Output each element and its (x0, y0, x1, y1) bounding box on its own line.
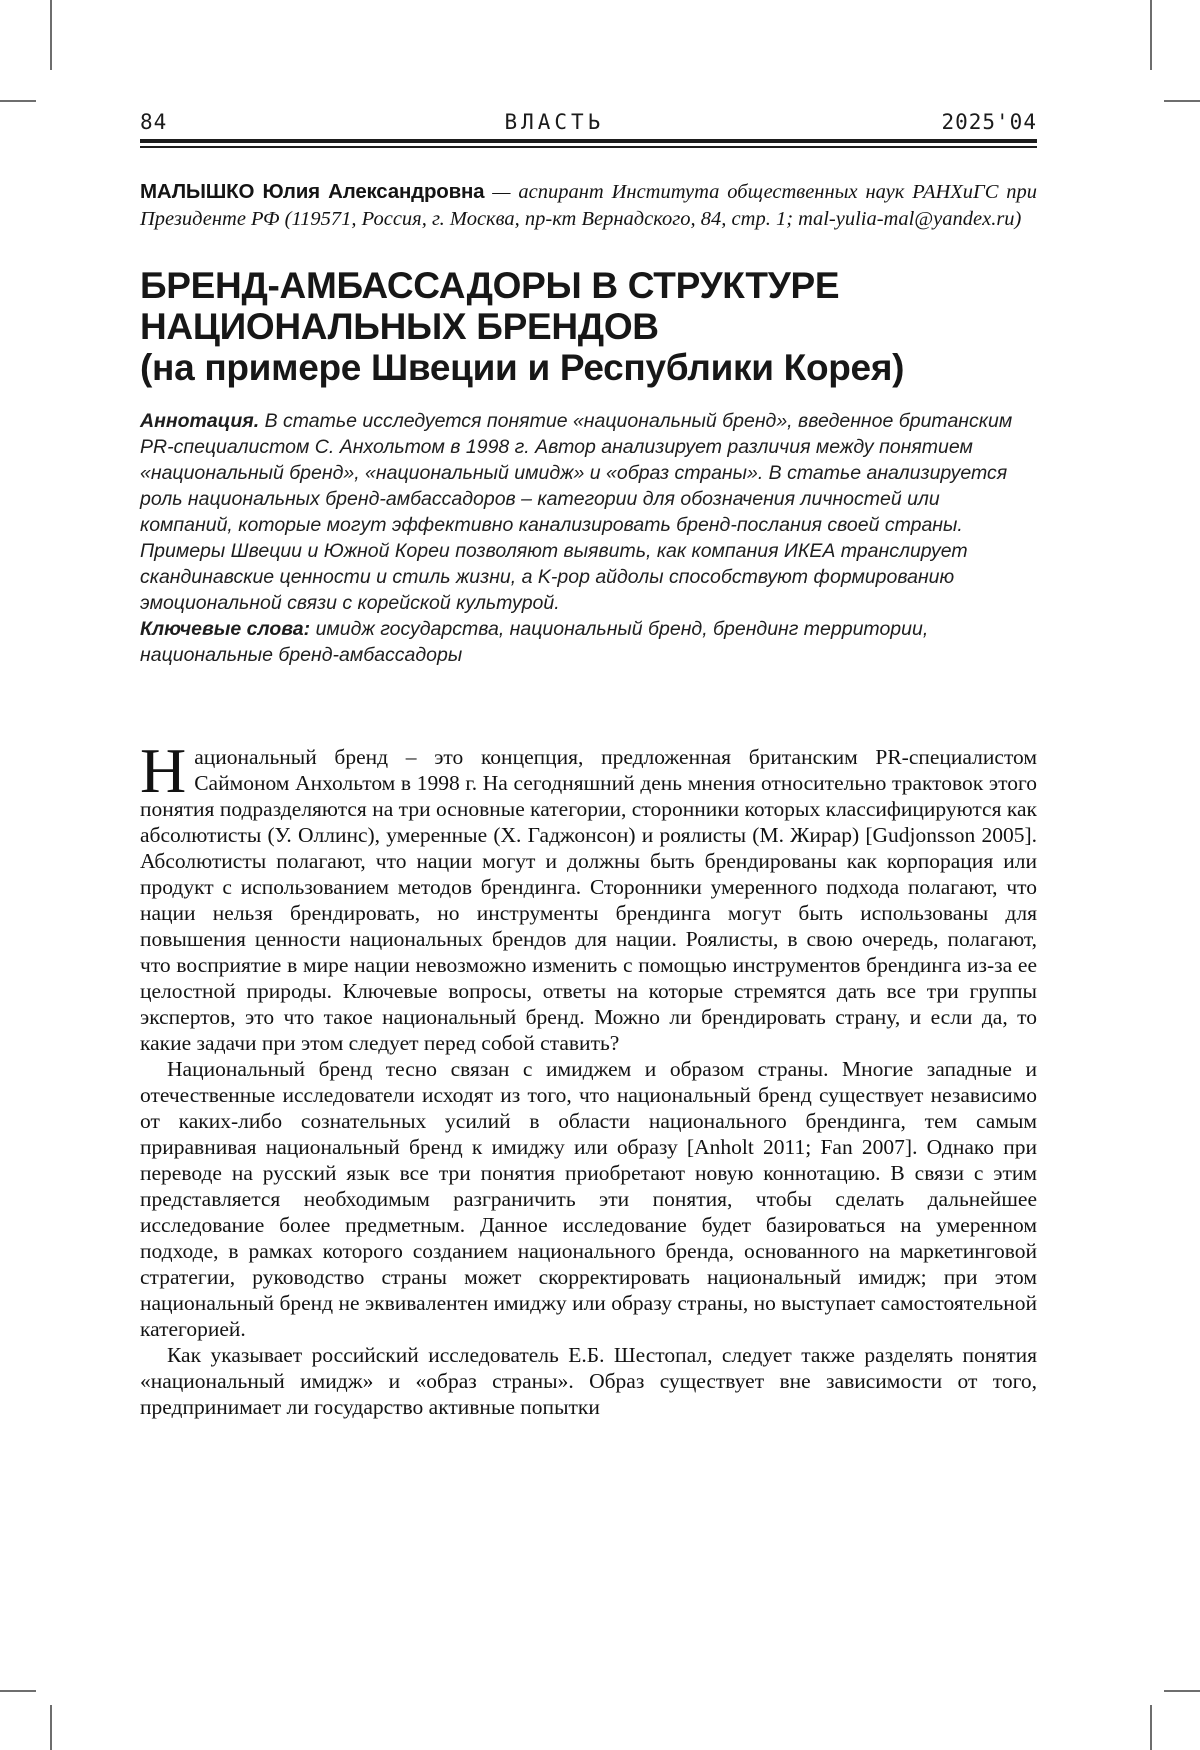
article-title-line-2: НАЦИОНАЛЬНЫХ БРЕНДОВ (140, 305, 659, 347)
abstract-keywords-block (140, 408, 1037, 668)
crop-mark-bottom-left-horizontal (0, 1690, 36, 1692)
author-affiliation: аспирант Института общественных наук РАНХиГС при Президенте РФ (119571, Россия, г. Москва, пр-кт Вернадского, 84, стр. 1; mal-yulia-mal@yandex.ru) (140, 181, 1038, 231)
drop-cap: Н (140, 734, 187, 806)
author-dash: — (484, 181, 519, 203)
crop-mark-bottom-right-vertical (1150, 1705, 1152, 1750)
body-paragraph-1 (140, 734, 1037, 1056)
crop-mark-top-left-vertical (50, 0, 52, 70)
abstract-label: Аннотация. (140, 409, 265, 432)
body-paragraph-1-text: ациональный бренд – это концепция, предложенная британским PR-специалистом Саймоном Анхольтом в 1998 г. На сегодняшний день мнения относительно трактовок этого понятия подразделяются на три основные категории, сторонники которых классифицируются как абсолютисты (У. Оллинс), умеренные (Х. Гаджонсон) и роялисты (М. Жирар) [Gudjonsson 2005]. Абсолютисты полагают, что нации могут и должны быть брендированы как корпорация или продукт с использованием методов брендинга. Сторонники умеренного подхода полагают, что нации нельзя брендировать, но инструменты брендинга могут быть использованы для повышения ценности национальных брендов для нации. Роялисты, в свою очередь, полагают, что восприятие в мире нации невозможно изменить с помощью инструментов брендинга из-за ее целостной природы. Ключевые вопросы, ответы на которые стремятся дать все три группы экспертов, это что такое национальный бренд. Можно ли брендировать страну, и если да, то какие задачи при этом следует перед собой ставить? (140, 744, 1037, 1055)
keywords (140, 616, 1037, 668)
author-name: МАЛЫШКО Юлия Александровна (140, 180, 485, 203)
journal-title: ВЛАСТЬ (504, 110, 605, 134)
body-paragraph-3: Как указывает российский исследователь Е.Б. Шестопал, следует также разделять понятия «национальный имидж» и «образ страны». Образ существует вне зависимости от того, предпринимает ли государство активные попытки (140, 1342, 1037, 1419)
article-title-line-3: (на примере Швеции и Республики Корея) (140, 346, 905, 388)
abstract (140, 408, 1037, 616)
page-number: 84 (140, 110, 168, 134)
article-body (140, 734, 1037, 1420)
crop-mark-bottom-left-vertical (50, 1705, 52, 1750)
header-rule (140, 139, 1037, 148)
running-head (140, 110, 1037, 134)
article-title-line-1: БРЕНД-АМБАССАДОРЫ В СТРУКТУРЕ (140, 264, 840, 306)
keywords-label: Ключевые слова: (140, 617, 316, 640)
issue-number: 2025'04 (941, 110, 1037, 134)
abstract-text: В статье исследуется понятие «национальный бренд», введенное британским PR-специалистом С. Анхольтом в 1998 г. Автор анализирует различия между понятием «национальный бренд», «национальный имидж» и «образ страны». В статье анализируется роль национальных бренд-амбассадоров – категории для обозначения личностей или компаний, которые могут эффективно канализировать бренд-послания своей страны. Примеры Швеции и Южной Кореи позволяют выявить, как компания ИКЕА транслирует скандинавские ценности и стиль жизни, а K-pop айдолы способствуют формированию эмоциональной связи с корейской культурой. (140, 409, 1013, 614)
article-title (140, 265, 1037, 388)
crop-mark-top-right-vertical (1150, 0, 1152, 70)
keywords-text: имидж государства, национальный бренд, брендинг территории, национальные бренд-амбассадоры (140, 617, 929, 666)
author-block (140, 178, 1037, 234)
crop-mark-top-right-horizontal (1164, 100, 1200, 102)
page-content (140, 0, 1037, 1420)
crop-mark-top-left-horizontal (0, 100, 36, 102)
body-paragraph-2: Национальный бренд тесно связан с имиджем и образом страны. Многие западные и отечественные исследователи исходят из того, что национальный бренд существует независимо от каких-либо сознательных усилий в области национального брендинга, тем самым приравнивая национальный бренд к имиджу или образу [Anholt 2011; Fan 2007]. Однако при переводе на русский язык все три понятия приобретают новую коннотацию. В связи с этим представляется необходимым разграничить эти понятия, чтобы сделать дальнейшее исследование более предметным. Данное исследование будет базироваться на умеренном подходе, в рамках которого созданием национального бренда, основанного на маркетинговой стратегии, руководство страны может скорректировать национальный имидж; при этом национальный бренд не эквивалентен имиджу или образу страны, но выступает самостоятельной категорией. (140, 1056, 1037, 1341)
crop-mark-bottom-right-horizontal (1164, 1690, 1200, 1692)
